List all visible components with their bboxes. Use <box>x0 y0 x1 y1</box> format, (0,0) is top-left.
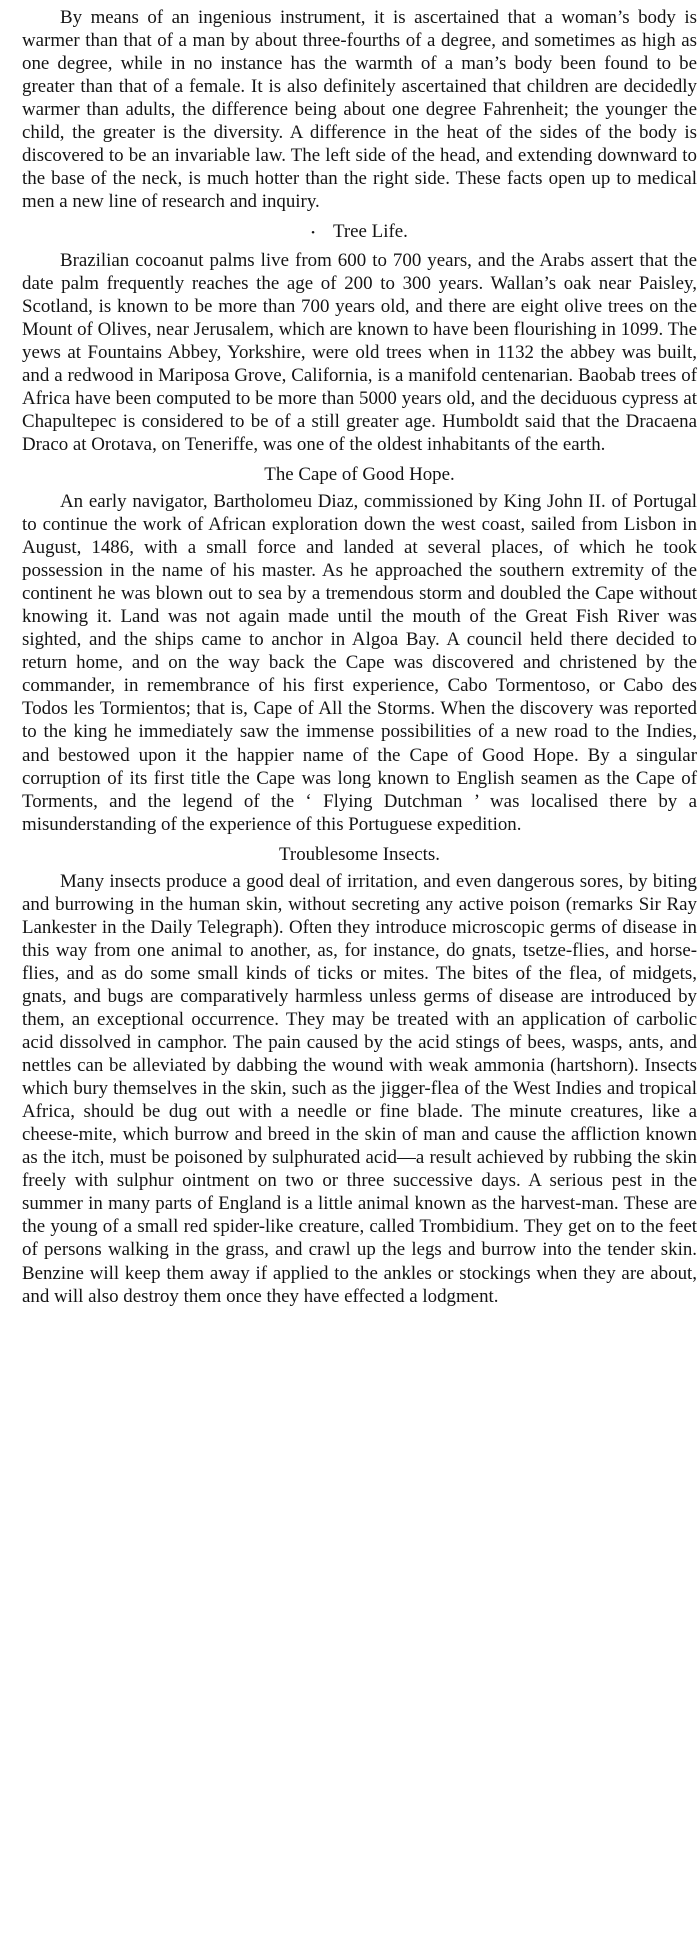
body-temperature-paragraph: By means of an ingenious instrument, it is ascertained that a woman’s body is warmer than that of a man by about three-fourths of a degree, and sometimes as high as one degree, while in no instance has the warmth of a man’s body been found to be greater than that of a female. It is also definitely ascertained that children are decidedly warmer than adults, the difference being about one degree Fahrenheit; the younger the child, the greater is the diversity. A difference in the heat of the sides of the body is discovered to be an invariable law. The left side of the head, and extending downward to the base of the neck, is much hotter than the right side. These facts open up to medical men a new line of research and inquiry. <box>22 7 697 213</box>
cape-of-good-hope-heading: The Cape of Good Hope. <box>264 464 455 485</box>
troublesome-insects-paragraph: Many insects produce a good deal of irritation, and even dangerous sores, by biting and burrowing in the human skin, without secreting any active poison (remarks Sir Ray Lankester in the Daily Telegraph). Often they introduce microscopic germs of disease in this way from one animal to another, as, for instance, do gnats, tsetze-flies, and horse-flies, and as do some small kinds of ticks or mites. The bites of the flea, of midgets, gnats, and bugs are comparatively harmless unless germs of disease are introduced by them, an exceptional occurrence. They may be treated with an application of carbolic acid dissolved in camphor. The pain caused by the acid stings of bees, wasps, ants, and nettles can be alleviated by dabbing the wound with weak ammonia (hartshorn). Insects which bury themselves in the skin, such as the jigger-flea of the West Indies and tropical Africa, should be dug out with a needle or fine blade. The minute creatures, like a cheese-mite, which burrow and breed in the skin of man and cause the affliction known as the itch, must be poisoned by sulphurated acid—a result achieved by rubbing the skin freely with sulphur ointment on two or three successive days. A serious pest in the summer in many parts of England is a little animal known as the harvest-man. These are the young of a small red spider-like creature, called Trombidium. They get on to the feet of persons walking in the grass, and crawl up the legs and burrow into the tender skin. Benzine will keep them away if applied to the ankles or stockings when they are about, and will also destroy them once they have effected a lodgment. <box>22 870 697 1307</box>
cape-of-good-hope-paragraph: An early navigator, Bartholomeu Diaz, commissioned by King John II. of Portugal to continue the work of African exploration down the west coast, sailed from Lisbon in August, 1486, with a small force and landed at several places, of which he took possession in the name of his master. As he approached the southern extremity of the continent he was blown out to sea by a tremendous storm and doubled the Cape without knowing it. Land was not again made until the mouth of the Great Fish River was sighted, and the ships came to anchor in Algoa Bay. A council held there decided to return home, and on the way back the Cape was discovered and christened by the commander, in remembrance of his first experience, Cabo Tormentoso, or Cabo des Todos les Tormientos; that is, Cape of All the Storms. When the discovery was reported to the king he immediately saw the immense possibilities of a new road to the Indies, and bestowed upon it the happier name of the Cape of Good Hope. By a singular corruption of its first title the Cape was long known to English seamen as the Cape of Torments, and the legend of the ‘ Flying Dutchman ’ was localised there by a misunderstanding of the experience of this Portuguese expedition. <box>22 491 697 835</box>
tree-life-heading-text: Tree Life. <box>333 221 408 243</box>
troublesome-insects-heading: Troublesome Insects. <box>279 843 440 865</box>
tree-life-heading <box>22 220 697 244</box>
tree-life-paragraph: Brazilian cocoanut palms live from 600 to 700 years, and the Arabs assert that the date palm frequently reaches the age of 200 to 300 years. Wallan’s oak near Paisley, Scotland, is known to be more than 700 years old, and there are eight olive trees on the Mount of Olives, near Jerusalem, which are known to have been flourishing in 1099. The yews at Fountains Abbey, Yorkshire, were old trees when in 1132 the abbey was built, and a redwood in Mariposa Grove, California, is a manifold centenarian. Baobab trees of Africa have been computed to be more than 5000 years old, and the deciduous cypress at Chapultepec is considered to be of a still greater age. Humboldt said that the Dracaena Draco at Orotava, on Teneriffe, was one of the oldest inhabitants of the earth. <box>22 249 697 455</box>
ornament-dot-icon: • <box>311 226 315 239</box>
